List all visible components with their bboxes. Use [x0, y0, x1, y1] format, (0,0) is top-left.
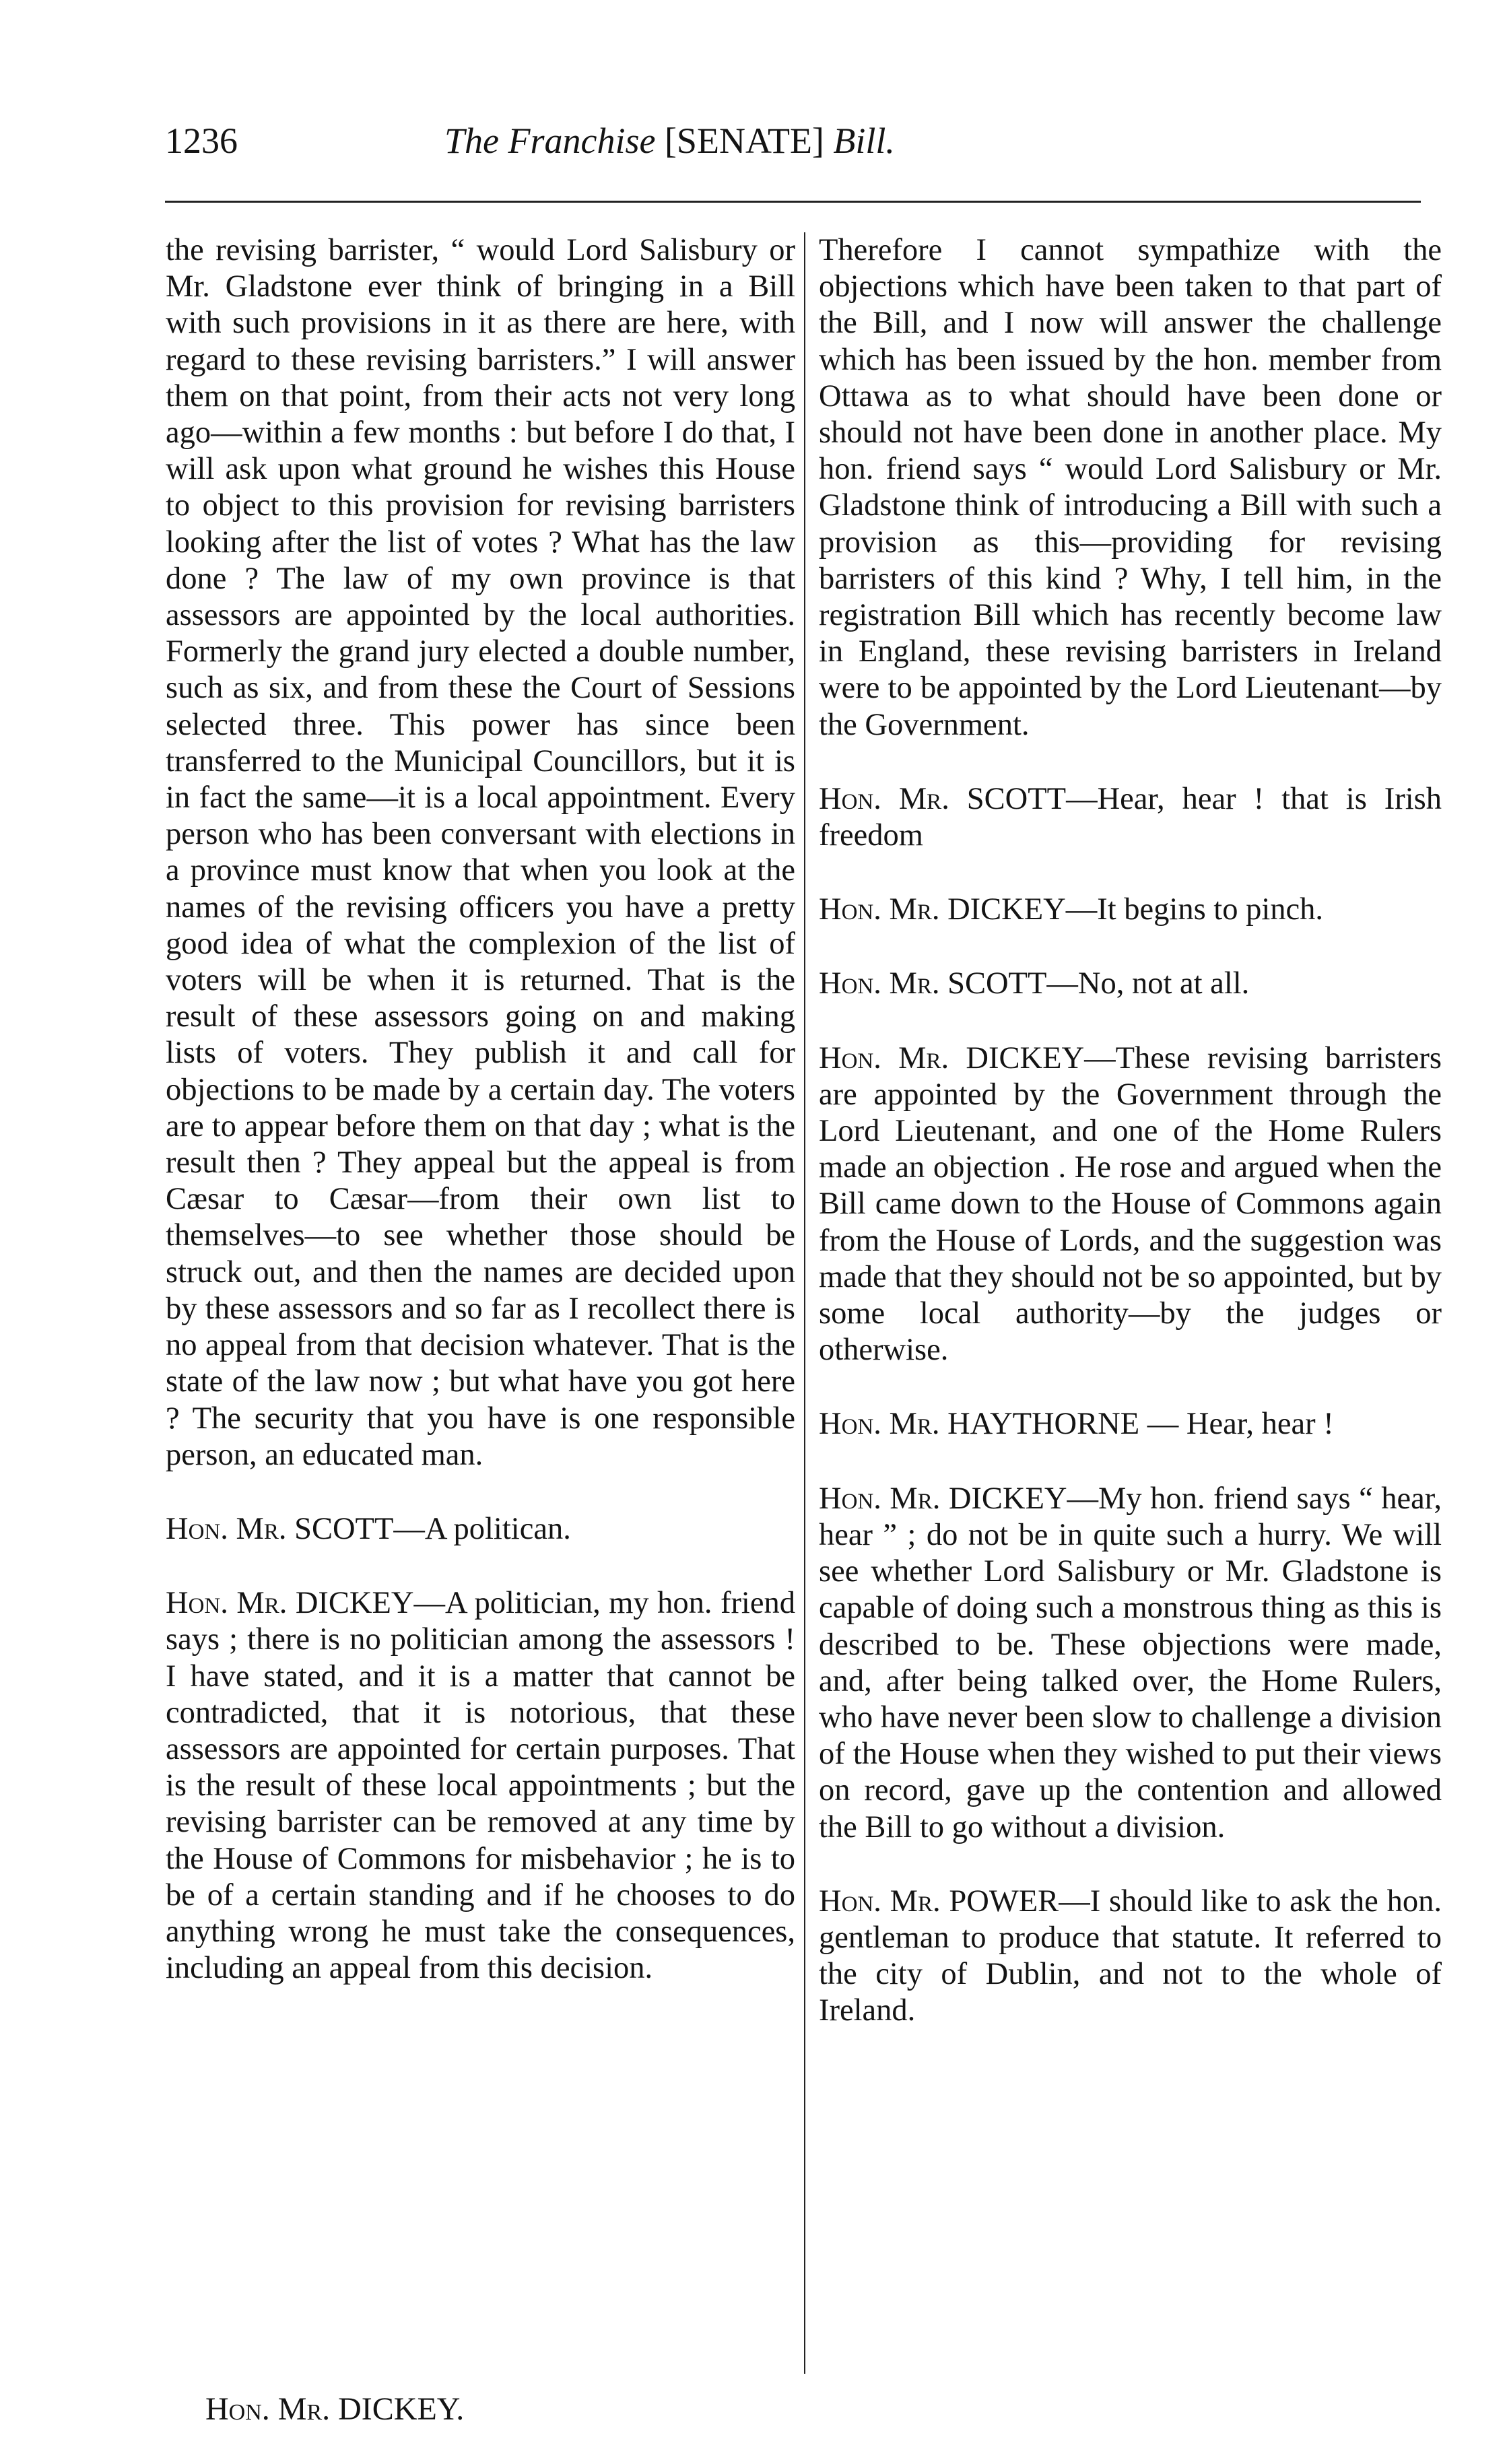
- paragraph-text: —I should like to ask the hon. gentleman to produce that statute. It referred to the city of Dublin, and not to the whole of Ireland.: [819, 1884, 1442, 2028]
- speech-paragraph: [166, 1585, 795, 1987]
- speaker-name: Hon. Mr. SCOTT: [166, 1511, 394, 1546]
- paragraph-text: —These revising barristers are appointed by the Government through the Lord Lieutenant, and one of the Home Rulers made an objection . He rose and argued when the Bill came down to the House of Commons again from the House of Lords, and the suggestion was made that they should not be so appointed, but by some local authority—by the judges or otherwise.: [819, 1040, 1442, 1368]
- text-paragraph: [166, 232, 795, 1473]
- speaker-name: Hon. Mr. POWER: [819, 1884, 1059, 1919]
- speaker-name: Hon. Mr. DICKEY: [166, 1586, 414, 1621]
- running-title-part: The Franchise: [444, 121, 656, 161]
- text-paragraph: [819, 232, 1442, 743]
- paragraph-text: —A politican.: [393, 1511, 571, 1546]
- speaker-name: Hon. Mr. DICKEY: [819, 892, 1066, 927]
- paragraph-text: —It begins to pinch.: [1065, 892, 1324, 927]
- paragraph-text: Therefore I cannot sympathize with the objections which have been taken to that part of the Bill, and I now will answer the challenge which has been issued by the hon. member from Ottawa as to what should have been done or should not have been done in another place. My hon. friend says “ would Lord Salisbury or Mr. Gladstone think of introducing a Bill with such a provision as this—providing for revising barristers of this kind ? Why, I tell him, in the registration Bill which has recently become law in England, these revising barristers in Ireland were to be appointed by the Lord Lieutenant—by the Government.: [819, 233, 1442, 742]
- paragraph-text: —A politician, my hon. friend says ; there is no politician among the assessors ! I have stated, and it is a matter that cannot be contradicted, that it is notorious, that these assessors are appointed for certain purposes. That is the result of these local appointments ; but the revising barrister can be removed at any time by the House of Commons for misbehavior ; he is to be of a certain standing and if he chooses to do anything wrong he must take the consequences, including an appeal from this decision.: [166, 1586, 795, 1986]
- speech-paragraph: [166, 1511, 795, 1547]
- continuation-speaker: Hon. Mr. DICKEY.: [205, 2391, 465, 2427]
- page-header: [165, 113, 1431, 174]
- running-title-part: [SENATE]: [664, 121, 824, 161]
- paragraph-text: —Hear, hear ! that is Irish freedom: [819, 781, 1442, 853]
- speech-paragraph: [819, 1040, 1442, 1369]
- speaker-name: Hon. Mr. DICKEY: [819, 1481, 1067, 1516]
- speech-paragraph: [819, 781, 1442, 854]
- speaker-name: Hon. Mr. DICKEY: [819, 1040, 1085, 1075]
- paragraph-text: —My hon. friend says “ hear, hear ” ; do not be in quite such a hurry. We will see whether Lord Salisbury or Mr. Gladstone is capable of doing such a monstrous thing as this is described to be. These objections were made, and, after being talked over, the Home Rulers, who have never been slow to challenge a division of the House when they wished to put their views on record, gave up the contention and allowed the Bill to go without a division.: [819, 1481, 1442, 1844]
- page-number: 1236: [165, 121, 238, 161]
- speaker-name: Hon. Mr. SCOTT: [819, 966, 1047, 1001]
- paragraph-text: — Hear, hear !: [1139, 1407, 1334, 1442]
- right-column: [819, 232, 1442, 2030]
- running-title-part: Bill.: [833, 121, 895, 161]
- speech-paragraph: [819, 892, 1442, 928]
- speech-paragraph: [819, 1406, 1442, 1442]
- speech-paragraph: [819, 1884, 1442, 2030]
- speaker-name: Hon. Mr. HAYTHORNE: [819, 1407, 1140, 1442]
- header-rule: [165, 201, 1421, 203]
- paragraph-text: —No, not at all.: [1046, 966, 1250, 1001]
- running-title: [444, 120, 895, 162]
- speech-paragraph: [819, 1481, 1442, 1846]
- paragraph-text: the revising barrister, “ would Lord Salisbury or Mr. Gladstone ever think of bringing in a Bill with such provisions in it as there are here, with regard to these revising barristers.” I will answer them on that point, from their acts not very long ago—within a few months : but before I do that, I will ask upon what ground he wishes this House to object to this provision for revising barristers looking after the list of votes ? What has the law done ? The law of my own province is that assessors are appointed by the local authorities. Formerly the grand jury elected a double number, such as six, and from these the Court of Sessions selected three. This power has since been transferred to the Municipal Councillors, but it is in fact the same—it is a local appointment. Every person who has been conversant with elections in a province must know that when you look at the names of the revising officers you have a pretty good idea of what the complexion of the list of voters will be when it is returned. That is the result of these assessors going on and making lists of voters. They publish it and call for objections to be made by a certain day. The voters are to appear before them on that day ; what is the result then ? They appeal but the appeal is from Cæsar to Cæsar—from their own list to themselves—to see whether those should be struck out, and then the names are decided upon by these assessors and so far as I recollect there is no appeal from that decision whatever. That is the state of the law now ; but what have you got here ? The security that you have is one responsible person, an educated man.: [166, 233, 795, 1472]
- column-divider: [804, 232, 805, 2374]
- speech-paragraph: [819, 966, 1442, 1002]
- left-column: [166, 232, 795, 1987]
- speaker-name: Hon. Mr. SCOTT: [819, 781, 1067, 816]
